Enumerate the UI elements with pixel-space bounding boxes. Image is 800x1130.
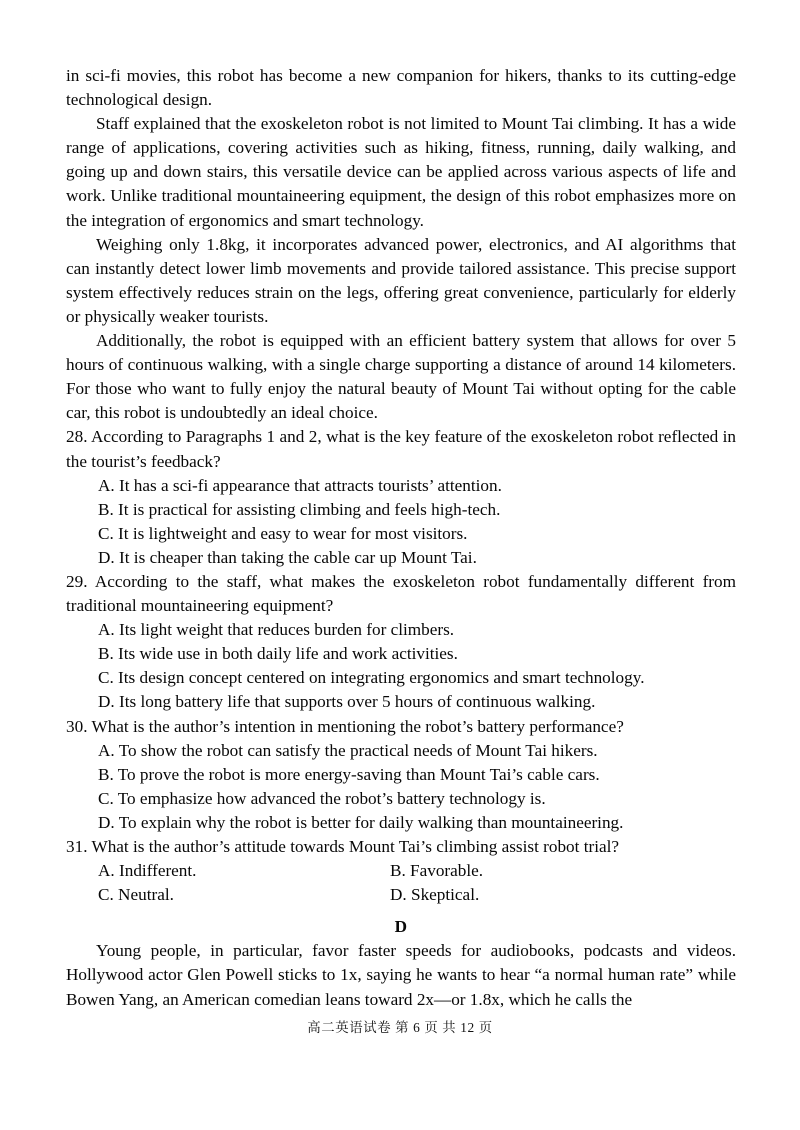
question-31-option-b[interactable]: B. Favorable. <box>390 861 484 881</box>
question-31-option-d[interactable]: D. Skeptical. <box>390 885 480 905</box>
page-content <box>66 64 736 1012</box>
question-29-option-d[interactable]: D. Its long battery life that supports over 5 hours of continuous walking. <box>98 692 596 712</box>
question-30-options <box>66 739 736 835</box>
passage-paragraph-weighing: Weighing only 1.8kg, it incorporates advanced power, electronics, and AI algorithms that can instantly detect lower limb movements and provide tailored assistance. This precise support system effectively reduces strain on the legs, offering great convenience, particularly for elderly or physically weaker tourists. <box>66 234 736 326</box>
passage-paragraph-additionally: Additionally, the robot is equipped with an efficient battery system that allows for over 5 hours of continuous walking, with a single charge supporting a distance of around 14 kilometers. For those who want to fully enjoy the natural beauty of Mount Tai without opting for the cable car, this robot is undoubtedly an ideal choice. <box>66 331 736 423</box>
question-29-options <box>66 618 736 714</box>
question-30 <box>66 715 736 835</box>
question-29-option-c[interactable]: C. Its design concept centered on integrating ergonomics and smart technology. <box>98 668 645 688</box>
question-31 <box>66 835 736 907</box>
question-29-option-a[interactable]: A. Its light weight that reduces burden for climbers. <box>98 620 455 640</box>
question-31-option-c[interactable]: C. Neutral. <box>98 885 174 905</box>
section-heading-d: D <box>394 917 408 937</box>
section-d-paragraph: Young people, in particular, favor faster speeds for audiobooks, podcasts and videos. Hollywood actor Glen Powell sticks to 1x, saying he wants to hear “a normal human rate” while Bowen Yang, an American comedian leans toward 2x—or 1.8x, which he calls the <box>66 941 736 1009</box>
question-28-stem: 28. According to Paragraphs 1 and 2, what is the key feature of the exoskeleton robot reflected in the tourist’s feedback? <box>66 427 736 471</box>
question-30-option-d[interactable]: D. To explain why the robot is better for daily walking than mountaineering. <box>98 812 624 832</box>
question-29-option-b[interactable]: B. Its wide use in both daily life and work activities. <box>98 644 458 664</box>
question-28-option-d[interactable]: D. It is cheaper than taking the cable car up Mount Tai. <box>98 547 477 567</box>
question-29 <box>66 570 736 715</box>
question-30-option-b[interactable]: B. To prove the robot is more energy-saving than Mount Tai’s cable cars. <box>98 764 600 784</box>
question-30-stem: 30. What is the author’s intention in mentioning the robot’s battery performance? <box>66 716 624 736</box>
question-31-options <box>98 859 736 907</box>
passage-paragraph-continued: in sci-fi movies, this robot has become a new companion for hikers, thanks to its cutting-edge technological design. <box>66 66 736 110</box>
question-28-option-c[interactable]: C. It is lightweight and easy to wear for most visitors. <box>98 523 468 543</box>
passage-paragraph-staff: Staff explained that the exoskeleton robot is not limited to Mount Tai climbing. It has a wide range of applications, covering activities such as hiking, fitness, running, daily walking, and going up and down stairs, this versatile device can be applied across various aspects of life and work. Unlike traditional mountaineering equipment, the design of this robot emphasizes more on the integration of ergonomics and smart technology. <box>66 114 736 230</box>
question-31-stem: 31. What is the author’s attitude towards Mount Tai’s climbing assist robot trial? <box>66 837 620 856</box>
question-28-option-b[interactable]: B. It is practical for assisting climbing and feels high-tech. <box>98 499 501 519</box>
question-28-options <box>66 474 736 570</box>
question-30-option-a[interactable]: A. To show the robot can satisfy the practical needs of Mount Tai hikers. <box>98 740 598 760</box>
question-28 <box>66 425 736 570</box>
question-30-option-c[interactable]: C. To emphasize how advanced the robot’s battery technology is. <box>98 788 546 808</box>
question-31-option-a[interactable]: A. Indifferent. <box>98 861 197 881</box>
question-28-option-a[interactable]: A. It has a sci-fi appearance that attracts tourists’ attention. <box>98 475 502 495</box>
section-spacer <box>66 907 736 915</box>
page-footer: 高二英语试卷 第 6 页 共 12 页 <box>307 1020 493 1035</box>
question-29-stem: 29. According to the staff, what makes the exoskeleton robot fundamentally different from traditional mountaineering equipment? <box>66 571 736 616</box>
